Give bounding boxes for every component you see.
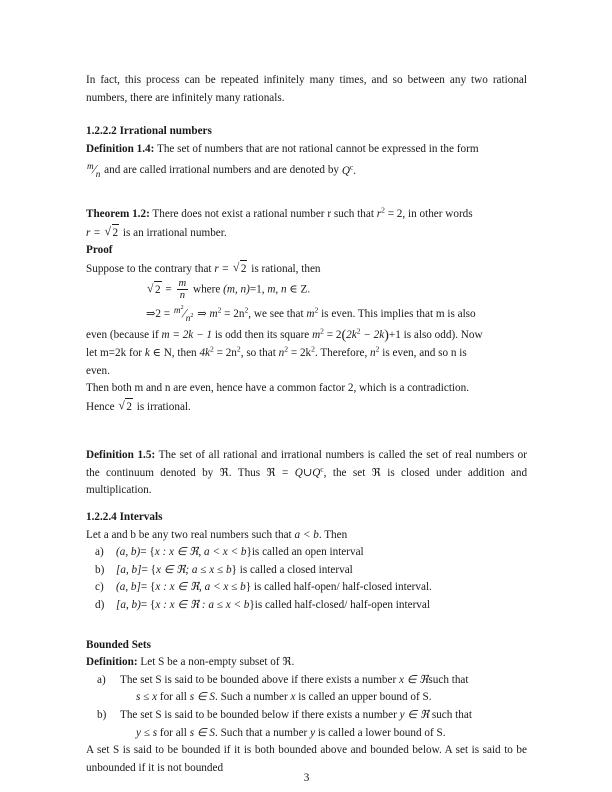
proof-equation-1: √ 2 = $\frac{m}{n}$ where (m, n)=1, m, n ∈ Z. [147,278,311,302]
spacer [86,438,527,447]
bounded-sets-list [86,672,527,742]
section-heading-irrational-numbers: 1.2.2.2 Irrational numbers [86,125,212,138]
bounded-definition-label: Definition: [86,656,138,669]
document-page [86,72,528,784]
bounded-closing-paragraph: A set S is said to be bounded if it is both bounded above and bounded below. A set is said to be unbounded if it is not bounded [86,744,527,774]
list-item-continuation: s ≤ x for all s ∈ S. Such a number x is called an upper bound of S. [136,691,432,704]
interval-description: is called half-closed/ half-open interval [254,599,430,612]
proof-equation-2: ⇒2 = $^{m^2}⁄_{n^2}$ ⇒ $m^2 = 2n^2$, we see that $m^2$ is even. This implies that m is also [86,302,527,328]
theorem-1-2-label: Theorem 1.2: [86,207,150,220]
definition-1-5-label: Definition 1.5: [86,449,156,462]
fraction-msq-over-nsq: $^{m^2}⁄_{n^2}$ [173,303,194,323]
definition-1-4-continued: $^m⁄_n$ and are called irrational numbers and are denoted by $Q^c$. [86,158,527,184]
definition-1-4 [86,141,527,159]
interval-description: is called a closed interval [239,563,353,576]
list-marker: b) [97,709,107,722]
list-item: a) (a, b)= {x : x ∈ ℜ, a < x < b}is called an open interval [86,544,527,562]
symbol-q-complement: Q [341,164,350,177]
list-marker: a) [95,546,104,559]
sqrt-2: √ 2 [233,260,248,279]
set-builder: x : x ∈ ℜ : a ≤ x < b [155,599,250,612]
spacer [86,500,527,509]
theorem-1-2-text2: , in other words [402,207,473,220]
interval-notation: (a, b] [116,581,141,594]
fraction-m-over-n: $^m⁄_n$ [87,161,101,180]
list-marker: c) [95,581,104,594]
page-number: 3 [303,772,310,784]
definition-1-4-text2: and are called irrational numbers and are denoted by [104,164,340,177]
proof-line-3: even (because if m = 2k − 1 is odd then its square $m^2 = 2(2k^2 - 2k)+1$ is also odd). Now [86,326,483,344]
definition-1-4-text: The set of numbers that are not rational cannot be expressed in the form [156,142,479,155]
list-marker: a) [97,673,106,686]
symbol-real-numbers: ℜ [371,466,381,479]
intervals-intro: Let a and b be any two real numbers such that a < b. Then [86,528,348,541]
proof-line-4: let m=2k for k ∈ N, then $4k^2 = 2n^2$, so that $n^2 = 2k^2$. Therefore, $n^2$ is even, and so n is [86,344,467,359]
interval-description: is called half-open/ half-closed interval. [253,581,432,594]
list-item: a) The set S is said to be bounded above if there exists a number x ∈ ℜsuch that s ≤ x for all s ∈ S. Such a number x is called an upper bound of S. [86,672,527,707]
list-marker: d) [95,599,105,612]
theorem-1-2-line2: r = √ 2 is an irrational number. [86,224,527,243]
sqrt-2: √ 2 [118,398,133,417]
proof-heading: Proof [86,244,113,257]
list-marker: b) [95,563,105,576]
list-item: b) [a, b]= {x ∈ ℜ; a ≤ x ≤ b} is called a closed interval [86,562,527,580]
definition-1-5: Definition 1.5: The set of all rational and irrational numbers is called the set of real numbers or the continuum denoted by ℜ. Thus ℜ = $Q\cup Q^c$, the set ℜ is closed under addition and multiplication. [86,449,528,497]
symbol-real-numbers: ℜ [219,466,229,479]
section-heading-intervals: 1.2.2.4 Intervals [86,511,163,524]
proof-line-6: Then both m and n are even, hence have a common factor 2, which is a contradiction. [86,382,470,395]
list-item: b) The set S is said to be bounded below if there exists a number y ∈ ℜ such that y ≤ s for all s ∈ S. Such that a number y is called a lower bound of S. [86,707,527,742]
list-item: c) (a, b]= {x : x ∈ ℜ, a < x ≤ b} is called half-open/ half-closed interval. [86,579,527,597]
set-builder: x : x ∈ ℜ, a < x < b [154,546,247,559]
spacer [86,615,527,637]
sqrt-2: √ 2 [147,281,162,300]
spacer [86,416,527,438]
interval-notation: [a, b] [116,563,142,576]
list-item: d) [a, b)= {x : x ∈ ℜ : a ≤ x < b}is called half-closed/ half-open interval [86,597,527,615]
section-heading-bounded-sets: Bounded Sets [86,638,151,651]
set-builder: x : x ∈ ℜ, a < x ≤ b [155,581,246,594]
theorem-1-2-text: There does not exist a rational number r such that [152,207,374,220]
fraction-m-over-n-vertical: $\frac{m}{n}$ [178,278,187,302]
interval-notation: [a, b) [116,599,141,612]
symbol-real-numbers: ℜ [282,656,292,669]
proof-line-1: Suppose to the contrary that r = √ 2 is rational, then [86,260,527,279]
definition-1-5-text: The set of all rational and irrational numbers is called the set of real numbers or the continuum denoted by [86,449,527,479]
interval-description: is called an open interval [251,546,364,559]
definition-1-4-label: Definition 1.4: [86,142,155,155]
intervals-list [86,544,527,614]
spacer [86,184,527,206]
list-item-continuation: y ≤ s for all s ∈ S. Such that a number y is called a lower bound of S. [136,726,446,739]
proof-line-7: Hence √ 2 is irrational. [86,398,527,417]
theorem-1-2: Theorem 1.2: There does not exist a rational number r such that $r^2 = 2$, in other words [86,205,473,220]
intro-paragraph: In fact, this process can be repeated infinitely many times, and so between any two rational numbers, there are infinitely many rationals. [86,74,527,104]
sqrt-2: √ 2 [105,224,120,243]
interval-notation: (a, b) [116,546,141,559]
proof-line-5: even. [86,364,110,377]
spacer [86,107,527,123]
bounded-definition: Definition: Let S be a non-empty subset of ℜ. [86,656,295,669]
set-builder: x ∈ ℜ; a ≤ x ≤ b [155,563,232,576]
